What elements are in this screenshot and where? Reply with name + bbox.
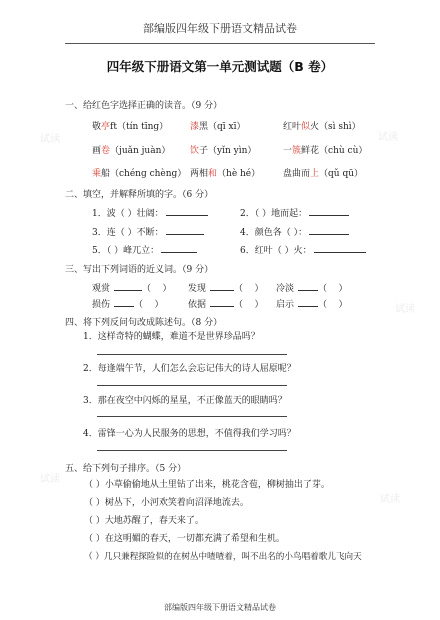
fill-item: 4．颜色各（ ）： (240, 226, 349, 239)
answer-blank[interactable] (210, 282, 234, 291)
answer-blank[interactable] (309, 226, 349, 235)
section4-heading: 四、将下列反问句改成陈述句。（8 分） (65, 318, 223, 328)
pinyin-item: 两相和（hè hé） (190, 169, 261, 179)
section2-heading: 二、填空，并解释所填的字。（6 分） (65, 190, 214, 200)
pinyin-item: 饮子（yǐn yìn） (190, 146, 257, 156)
answer-line[interactable] (97, 450, 287, 451)
pinyin-item: 红叶似火（sì shì） (283, 122, 361, 132)
answer-line[interactable] (97, 354, 287, 355)
answer-line[interactable] (97, 416, 287, 417)
answer-blank[interactable] (210, 298, 234, 307)
order-item: （ ）几只兼程探险似的在树丛中喳喳着，叫不出名的小鸟唱着歌儿飞向天 (84, 552, 362, 562)
order-item: （ ）树丛下，小河欢笑着向沼泽地流去。 (84, 498, 249, 508)
header-divider (65, 43, 375, 44)
question-item: 1．这样奇特的蝴蝶，难道不是世界珍品吗？ (83, 332, 260, 342)
question-item: 4．雷锋一心为人民服务的思想，不值得我们学习吗？ (83, 429, 296, 439)
watermark: 试读 (395, 304, 415, 315)
answer-blank[interactable] (161, 244, 197, 253)
watermark: 试读 (380, 494, 400, 505)
pinyin-item: 漆黑（qī xī） (190, 122, 246, 132)
pinyin-item: 画卷（juǎn juàn） (92, 146, 171, 156)
answer-blank[interactable] (314, 244, 366, 253)
synonym-item: 依据 （ ） (188, 300, 264, 310)
answer-blank[interactable] (298, 282, 318, 291)
pinyin-item: 乘船（chénɡ chènɡ） (92, 169, 187, 179)
answer-blank[interactable] (309, 207, 349, 216)
answer-blank[interactable] (298, 298, 318, 307)
fill-item: 6．红叶（ ）火： (240, 244, 366, 257)
watermark: 试读 (378, 132, 398, 143)
answer-blank[interactable] (166, 226, 204, 235)
fill-item: 2．（ ）地而起： (240, 207, 349, 220)
synonym-item: 损伤 （ ） (92, 300, 164, 310)
answer-blank[interactable] (166, 207, 208, 216)
answer-line[interactable] (97, 385, 287, 386)
section5-heading: 五、给下列句子排序。（5 分） (65, 464, 187, 474)
synonym-item: 观赏 （ ） (92, 284, 172, 294)
synonym-item: 启示 （ ） (276, 300, 348, 310)
watermark: 试读 (40, 474, 60, 485)
answer-blank[interactable] (114, 282, 142, 291)
pinyin-item: 敬亭ft（tín tīnɡ） (92, 122, 169, 132)
question-item: 2．每逢端午节，人们怎么会忘记伟大的诗人屈原呢？ (83, 364, 296, 374)
answer-blank[interactable] (114, 298, 134, 307)
pinyin-item: 盘曲而上（qǔ qū） (283, 169, 364, 179)
order-item: （ ）小草偷偷地从土里钻了出来，桃花含苞，柳树抽出了芽。 (84, 480, 330, 490)
page-header: 部编版四年级下册语文精品试卷 (143, 22, 297, 35)
section3-heading: 三、写出下列词语的近义词。（9 分） (65, 265, 214, 275)
page-footer: 部编版四年级下册语文精品试卷 (164, 603, 276, 612)
synonym-item: 发现 （ ） (188, 284, 264, 294)
question-item: 3．那在夜空中闪烁的星星，不正像蓝天的眼睛吗？ (83, 396, 287, 406)
fill-item: 5．（ ）峰兀立： (92, 244, 197, 257)
synonym-item: 冷淡 （ ） (276, 284, 348, 294)
watermark: 试读 (40, 134, 60, 145)
section1-heading: 一、给红色字选择正确的读音。（9 分） (65, 101, 223, 111)
order-item: （ ）在这明媚的春天，一切都充满了希望和生机。 (84, 534, 285, 544)
document-title: 四年级下册语文第一单元测试题（B 卷） (106, 59, 334, 74)
fill-item: 3．连（ ）不断： (92, 226, 204, 239)
pinyin-item: 一簇鲜花（chù cù） (283, 146, 368, 156)
order-item: （ ）大地苏醒了，春天来了。 (84, 516, 204, 526)
fill-item: 1．波（ ）壮阔： (92, 207, 208, 220)
